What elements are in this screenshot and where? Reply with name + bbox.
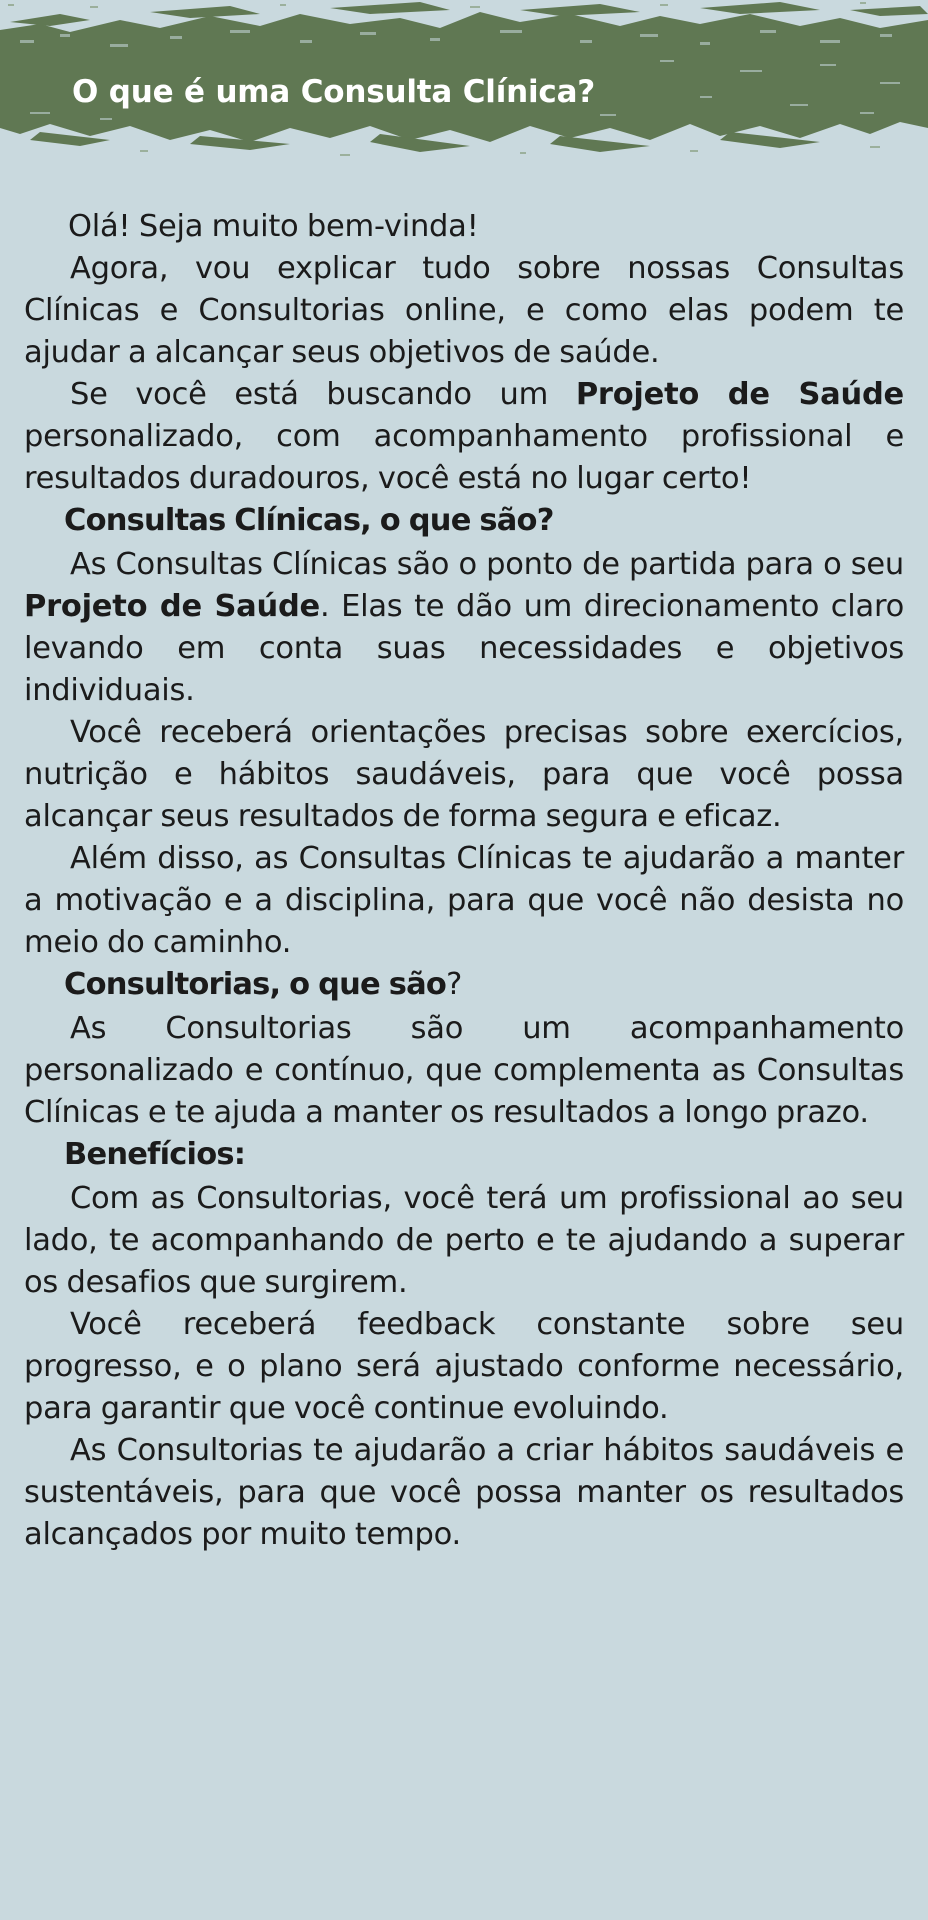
consultorias-paragraph: As Consultorias são um acompanhamento personalizado e contínuo, que complementa as Consultas Clínicas e te ajuda a manter os resultados a longo prazo. <box>24 1011 904 1130</box>
heading-question-mark: ? <box>446 967 462 1002</box>
benefit-paragraph-1: Com as Consultorias, você terá um profissional ao seu lado, te acompanhando de perto e te ajudando a superar os desafios que surgirem. <box>24 1181 904 1300</box>
article-body <box>24 206 904 1556</box>
orientation-paragraph: Você receberá orientações precisas sobre exercícios, nutrição e hábitos saudáveis, para que você possa alcançar seus resultados de forma segura e eficaz. <box>24 715 904 834</box>
heading-bold: Consultorias, o que são <box>64 967 447 1002</box>
text-span: As Consultas Clínicas são o ponto de partida para o seu <box>70 547 904 582</box>
page-title: O que é uma Consulta Clínica? <box>72 74 596 110</box>
consultas-paragraph <box>24 544 904 712</box>
text-span: . Elas te dão um direcionamento claro levando em conta suas necessidades e objetivos individuais. <box>24 589 904 708</box>
title-banner <box>0 0 928 160</box>
section-heading-consultorias <box>24 964 904 1006</box>
intro-paragraph: Agora, vou explicar tudo sobre nossas Consultas Clínicas e Consultorias online, e como elas podem te ajudar a alcançar seus objetivos de saúde. <box>24 251 904 370</box>
benefit-paragraph-3: As Consultorias te ajudarão a criar hábitos saudáveis e sustentáveis, para que você possa manter os resultados alcançados por muito tempo. <box>24 1433 904 1552</box>
section-heading-consultas: Consultas Clínicas, o que são? <box>64 503 554 538</box>
benefit-paragraph-2: Você receberá feedback constante sobre seu progresso, e o plano será ajustado conforme necessário, para garantir que você continue evoluindo. <box>24 1307 904 1426</box>
section-heading-beneficios: Benefícios: <box>64 1137 246 1172</box>
motivation-paragraph: Além disso, as Consultas Clínicas te ajudarão a manter a motivação e a disciplina, para que você não desista no meio do caminho. <box>24 841 904 960</box>
project-paragraph <box>24 374 904 500</box>
text-span: personalizado, com acompanhamento profissional e resultados duradouros, você está no lugar certo! <box>24 419 904 496</box>
text-span: Se você está buscando um <box>70 377 576 412</box>
bold-term: Projeto de Saúde <box>575 377 904 412</box>
bold-term: Projeto de Saúde <box>24 589 320 624</box>
greeting: Olá! Seja muito bem-vinda! <box>68 209 479 244</box>
